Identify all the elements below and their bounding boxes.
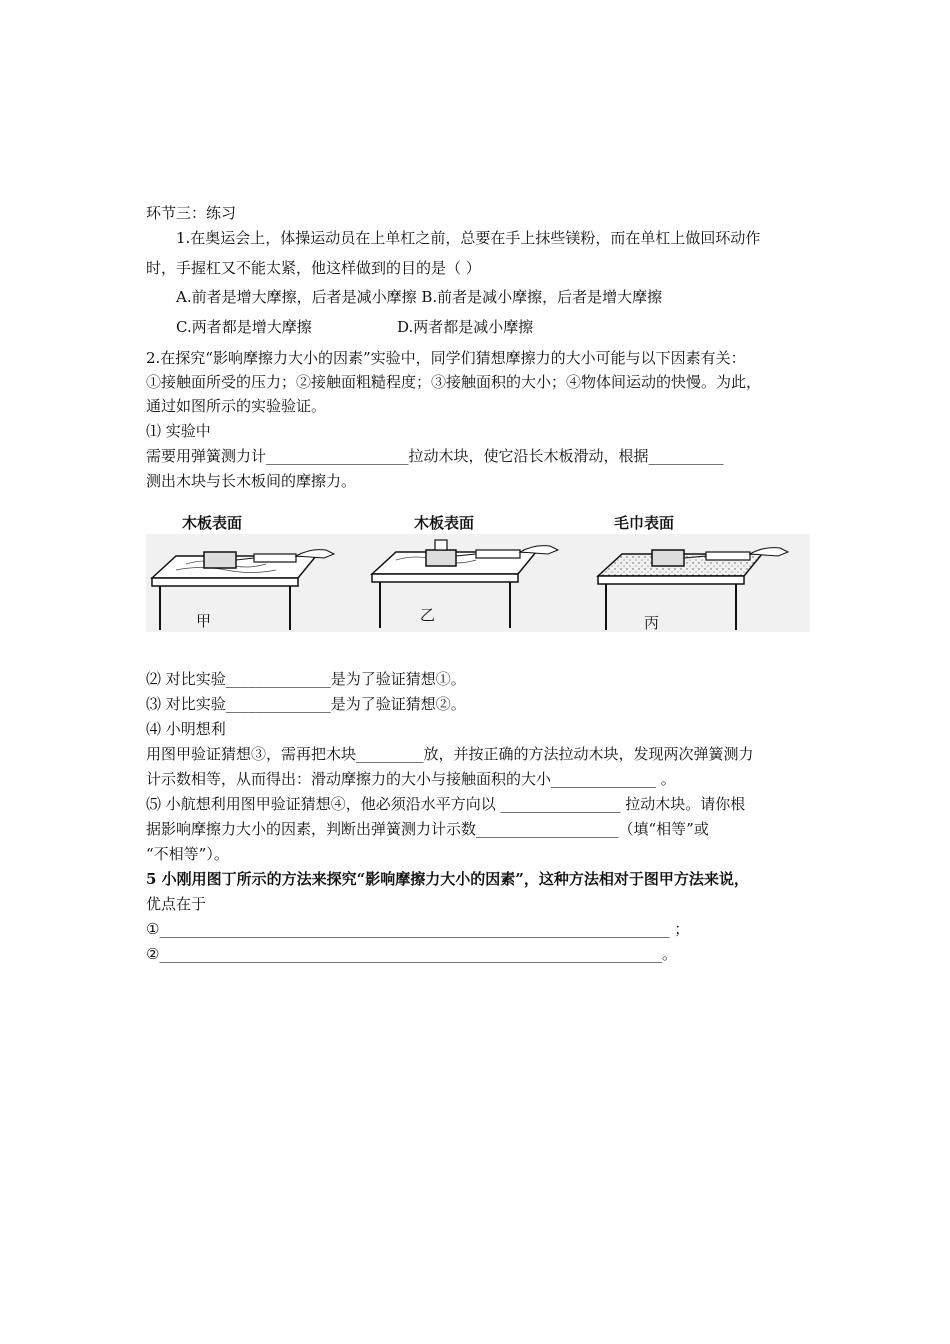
- q2-part2: ⑵ 对比实验______________是为了验证猜想①。: [146, 670, 466, 688]
- q5-blank2: ②___________________________________________________________________。: [146, 945, 677, 963]
- q2-part5-line2: 据影响摩擦力大小的因素，判断出弹簧测力计示数___________________（填“相等”或: [146, 820, 709, 838]
- q5-blank1: ①____________________________________________________________________ ；: [146, 920, 690, 938]
- label-jia-surface: 木板表面: [182, 514, 243, 532]
- q2-part4-head: ⑷ 小明想利: [146, 720, 226, 738]
- experiment-illustration: [146, 508, 810, 632]
- q2-intro-line2: ①接触面所受的压力；②接触面粗糙程度；③接触面积的大小；④物体间运动的快慢。为此，: [146, 373, 762, 391]
- q5-line2: 优点在于: [146, 895, 207, 913]
- q2-part5-line3: “不相等”）。: [146, 845, 229, 863]
- q1-options-ab: A.前者是增大摩擦，后者是减小摩擦 B.前者是减小摩擦，后者是增大摩擦: [176, 288, 663, 306]
- q2-part1-line2: 测出木块与长木板间的摩擦力。: [146, 472, 357, 490]
- q2-part1-line1: 需要用弹簧测力计___________________拉动木块，使它沿长木板滑动，根据__________: [146, 447, 724, 465]
- q2-part4-line2: 计示数相等，从而得出：滑动摩擦力的大小与接触面积的大小______________ 。: [146, 770, 676, 788]
- q2-part5-line1: ⑸ 小航想利用图甲验证猜想④，他必须沿水平方向以 ________________ 拉动木块。请你根: [146, 795, 746, 813]
- label-yi: 乙: [420, 606, 436, 624]
- q1-option-c: C.两者都是增大摩擦: [176, 318, 312, 336]
- q1-line2: 时，手握杠又不能太紧，他这样做到的目的是（ ）: [146, 259, 481, 277]
- q1-option-d: D.两者都是减小摩擦: [397, 318, 534, 336]
- label-jia: 甲: [196, 612, 212, 630]
- q1-line1: 1.在奥运会上，体操运动员在上单杠之前，总要在手上抹些镁粉，而在单杠上做回环动作: [176, 229, 761, 247]
- q2-intro-line1: 2.在探究“影响摩擦力大小的因素”实验中，同学们猜想摩擦力的大小可能与以下因素有关：: [146, 349, 746, 367]
- label-bing: 丙: [644, 614, 660, 632]
- experiment-figure: [146, 508, 810, 632]
- q2-intro-line3: 通过如图所示的实验验证。: [146, 397, 327, 415]
- q2-part1-head: ⑴ 实验中: [146, 422, 211, 440]
- q2-part4-line1: 用图甲验证猜想③，需再把木块_________放，并按正确的方法拉动木块，发现两次弹簧测力: [146, 745, 754, 763]
- q5-line1: 5 小刚用图丁所示的方法来探究“影响摩擦力大小的因素”，这种方法相对于图甲方法来说，: [146, 870, 749, 888]
- label-bing-surface: 毛巾表面: [614, 514, 675, 532]
- label-yi-surface: 木板表面: [414, 514, 475, 532]
- section-title: 环节三：练习: [146, 204, 237, 222]
- q2-part3: ⑶ 对比实验______________是为了验证猜想②。: [146, 695, 466, 713]
